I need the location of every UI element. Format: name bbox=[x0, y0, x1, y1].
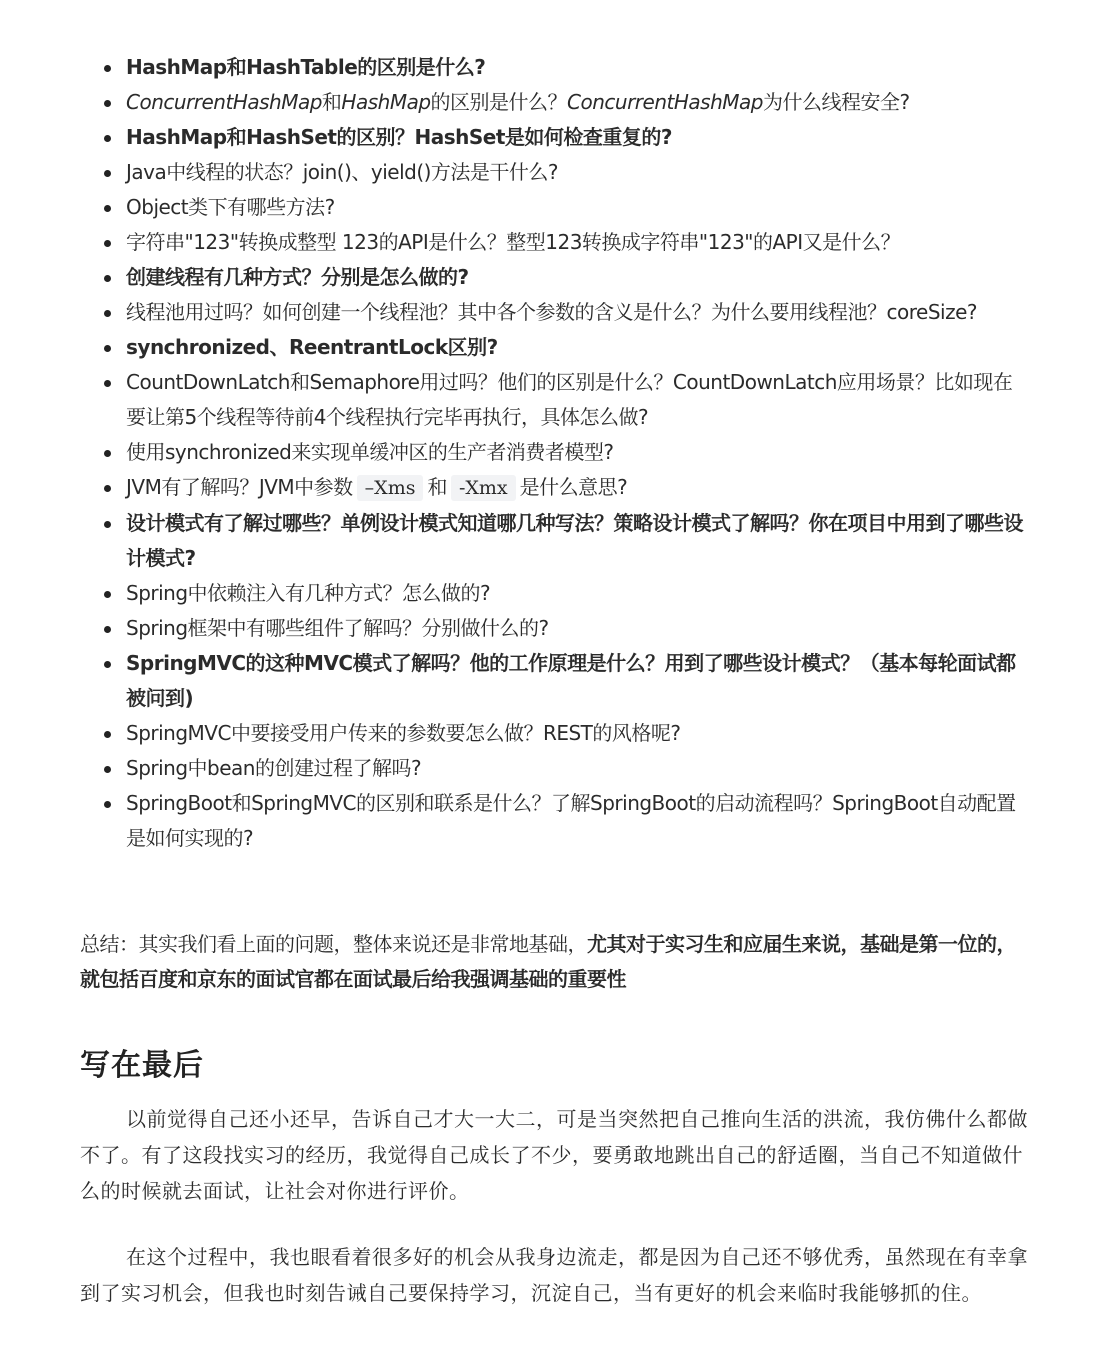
bullet-dot bbox=[104, 521, 111, 528]
interview-question-list bbox=[126, 50, 1026, 856]
list-item: Spring中bean的创建过程了解吗? bbox=[126, 751, 1026, 786]
bullet-dot bbox=[104, 275, 111, 282]
list-item: 线程池用过吗？如何创建一个线程池？其中各个参数的含义是什么？为什么要用线程池？coreSize? bbox=[126, 295, 1026, 330]
bullet-dot bbox=[104, 240, 111, 247]
list-item: 字符串"123"转换成整型 123的API是什么？整型123转换成字符串"123"的API又是什么？ bbox=[126, 225, 1026, 260]
bullet-dot bbox=[104, 65, 111, 72]
list-item: HashMap和HashTable的区别是什么? bbox=[126, 50, 1026, 85]
section-title: 写在最后 bbox=[80, 1048, 204, 1083]
list-item: synchronized、ReentrantLock区别? bbox=[126, 330, 1026, 365]
bullet-dot bbox=[104, 310, 111, 317]
list-item: SpringMVC中要接受用户传来的参数要怎么做？REST的风格呢? bbox=[126, 716, 1026, 751]
body-paragraph: 以前觉得自己还小还早，告诉自己才大一大二，可是当突然把自己推向生活的洪流，我仿佛什么都做不了。有了这段找实习的经历，我觉得自己成长了不少，要勇敢地跳出自己的舒适圈，当自己不知道做什么的时候就去面试，让社会对你进行评价。 bbox=[80, 1107, 1028, 1203]
inline-code: –Xms bbox=[357, 475, 424, 501]
bullet-dot bbox=[104, 801, 111, 808]
list-item: JVM有了解吗？JVM中参数 –Xms 和 -Xmx 是什么意思? bbox=[126, 470, 1026, 506]
body-paragraph: 在这个过程中，我也眼看着很多好的机会从我身边流走，都是因为自己还不够优秀，虽然现在有幸拿到了实习机会，但我也时刻告诫自己要保持学习，沉淀自己，当有更好的机会来临时我能够抓的住。 bbox=[80, 1245, 1028, 1305]
bullet-dot bbox=[104, 626, 111, 633]
bullet-dot bbox=[104, 135, 111, 142]
bullet-dot bbox=[104, 380, 111, 387]
list-item: Spring框架中有哪些组件了解吗？分别做什么的? bbox=[126, 611, 1026, 646]
bullet-dot bbox=[104, 731, 111, 738]
list-item: 使用synchronized来实现单缓冲区的生产者消费者模型? bbox=[126, 435, 1026, 470]
inline-code: -Xmx bbox=[451, 475, 516, 501]
list-item: SpringBoot和SpringMVC的区别和联系是什么？了解SpringBoot的启动流程吗？SpringBoot自动配置是如何实现的? bbox=[126, 786, 1026, 856]
list-item: SpringMVC的这种MVC模式了解吗？他的工作原理是什么？用到了哪些设计模式？（基本每轮面试都被问到) bbox=[126, 646, 1026, 716]
list-item: CountDownLatch和Semaphore用过吗？他们的区别是什么？CountDownLatch应用场景？比如现在要让第5个线程等待前4个线程执行完毕再执行，具体怎么做? bbox=[126, 365, 1026, 435]
bullet-dot bbox=[104, 485, 111, 492]
list-item: Spring中依赖注入有几种方式？怎么做的? bbox=[126, 576, 1026, 611]
bullet-dot bbox=[104, 345, 111, 352]
bullet-dot bbox=[104, 591, 111, 598]
bullet-dot bbox=[104, 450, 111, 457]
list-item: 创建线程有几种方式？分别是怎么做的? bbox=[126, 260, 1026, 295]
list-item: Java中线程的状态？join()、yield()方法是干什么? bbox=[126, 155, 1026, 190]
list-item: Object类下有哪些方法? bbox=[126, 190, 1026, 225]
bullet-dot bbox=[104, 205, 111, 212]
bullet-dot bbox=[104, 661, 111, 668]
bullet-dot bbox=[104, 100, 111, 107]
list-item: HashMap和HashSet的区别？HashSet是如何检查重复的? bbox=[126, 120, 1026, 155]
summary-paragraph: 总结：其实我们看上面的问题，整体来说还是非常地基础，尤其对于实习生和应届生来说，基础是第一位的，就包括百度和京东的面试官都在面试最后给我强调基础的重要性 bbox=[80, 932, 1016, 991]
bullet-dot bbox=[104, 766, 111, 773]
bullet-dot bbox=[104, 170, 111, 177]
list-item: ConcurrentHashMap和HashMap的区别是什么？ConcurrentHashMap为什么线程安全? bbox=[126, 85, 1026, 120]
list-item: 设计模式有了解过哪些？单例设计模式知道哪几种写法？策略设计模式了解吗？你在项目中用到了哪些设计模式? bbox=[126, 506, 1026, 576]
